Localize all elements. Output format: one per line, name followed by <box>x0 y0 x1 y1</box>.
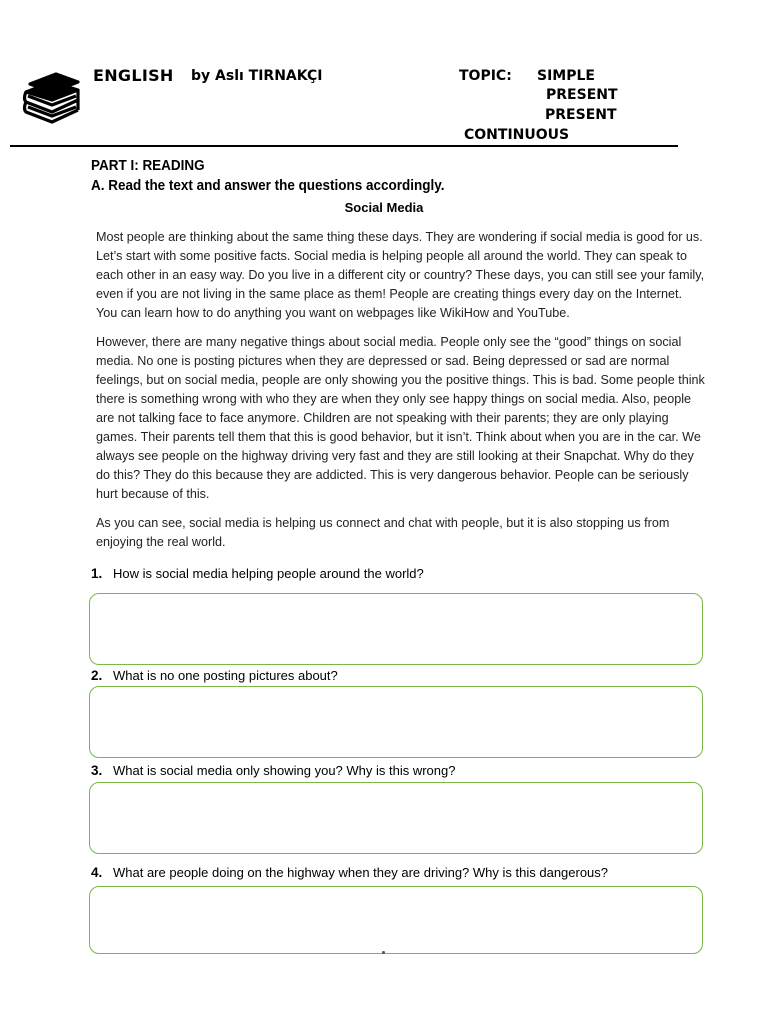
passage-paragraph: Most people are thinking about the same thing these days. They are wondering if social media is good for us. Let’s start with some positive facts. Social media is helping people all around the world. They can speak to each other in an easy way. Do you live in a different city or country? These days, you can still see your family, even if you are not living in the same place as them! People are creating things every day on the Internet. You can learn how to do anything you want on webpages like WikiHow and YouTube. <box>96 230 705 320</box>
question-text: How is social media helping people around the world? <box>113 566 424 581</box>
question-number: 4. <box>91 865 103 880</box>
reading-passage <box>96 228 706 562</box>
answer-box-1[interactable] <box>89 593 703 665</box>
question-4 <box>91 865 608 880</box>
passage-paragraph: As you can see, social media is helping us connect and chat with people, but it is also stopping us from enjoying the real world. <box>96 516 670 549</box>
question-text: What are people doing on the highway when they are driving? Why is this dangerous? <box>113 865 609 880</box>
question-text: What is social media only showing you? Why is this wrong? <box>113 763 456 778</box>
question-2 <box>91 668 338 683</box>
passage-title-text: Social Media <box>344 200 424 215</box>
topic-line: SIMPLE <box>537 68 595 84</box>
header-divider <box>10 145 678 147</box>
topic-line: CONTINUOUS <box>464 127 570 143</box>
author-name: by Aslı TIRNAKÇI <box>191 68 323 84</box>
passage-paragraph: However, there are many negative things about social media. People only see the “good” things on social media. No one is posting pictures when they are depressed or sad. Being depressed or sad are normal feelings, but on social media, people are only showing you the positive things. This is bad. Some people think there is something wrong with who they are when they only see happy things on social media. Also, people are not talking face to face anymore. Children are not speaking with their parents; they are only playing games. Their parents tell them that this is good behavior, but it isn’t. Think about when you are in the car. We always see people on the highway driving very fast and they are still looking at their Snapchat. Why do they do this? They do this because they are addicted. This is very dangerous behavior. People can be seriously hurt because of this. <box>96 335 705 501</box>
subject-title: ENGLISH <box>93 66 174 85</box>
question-1 <box>91 566 424 581</box>
worksheet-header <box>0 0 768 150</box>
topic-line: PRESENT <box>545 107 617 123</box>
question-text: What is no one posting pictures about? <box>113 668 338 683</box>
question-number: 3. <box>91 763 103 778</box>
stacked-books-icon <box>22 70 82 126</box>
page-mark <box>382 951 385 954</box>
topic-label: TOPIC: <box>459 68 512 84</box>
answer-box-3[interactable] <box>89 782 703 854</box>
answer-box-4[interactable] <box>89 886 703 954</box>
part-heading: PART I: READING <box>91 158 205 174</box>
instruction-text: A. Read the text and answer the questions accordingly. <box>91 178 445 194</box>
passage-title <box>0 200 768 215</box>
question-number: 2. <box>91 668 103 683</box>
topic-line: PRESENT <box>546 87 618 103</box>
question-number: 1. <box>91 566 103 581</box>
answer-box-2[interactable] <box>89 686 703 758</box>
question-3 <box>91 763 455 778</box>
